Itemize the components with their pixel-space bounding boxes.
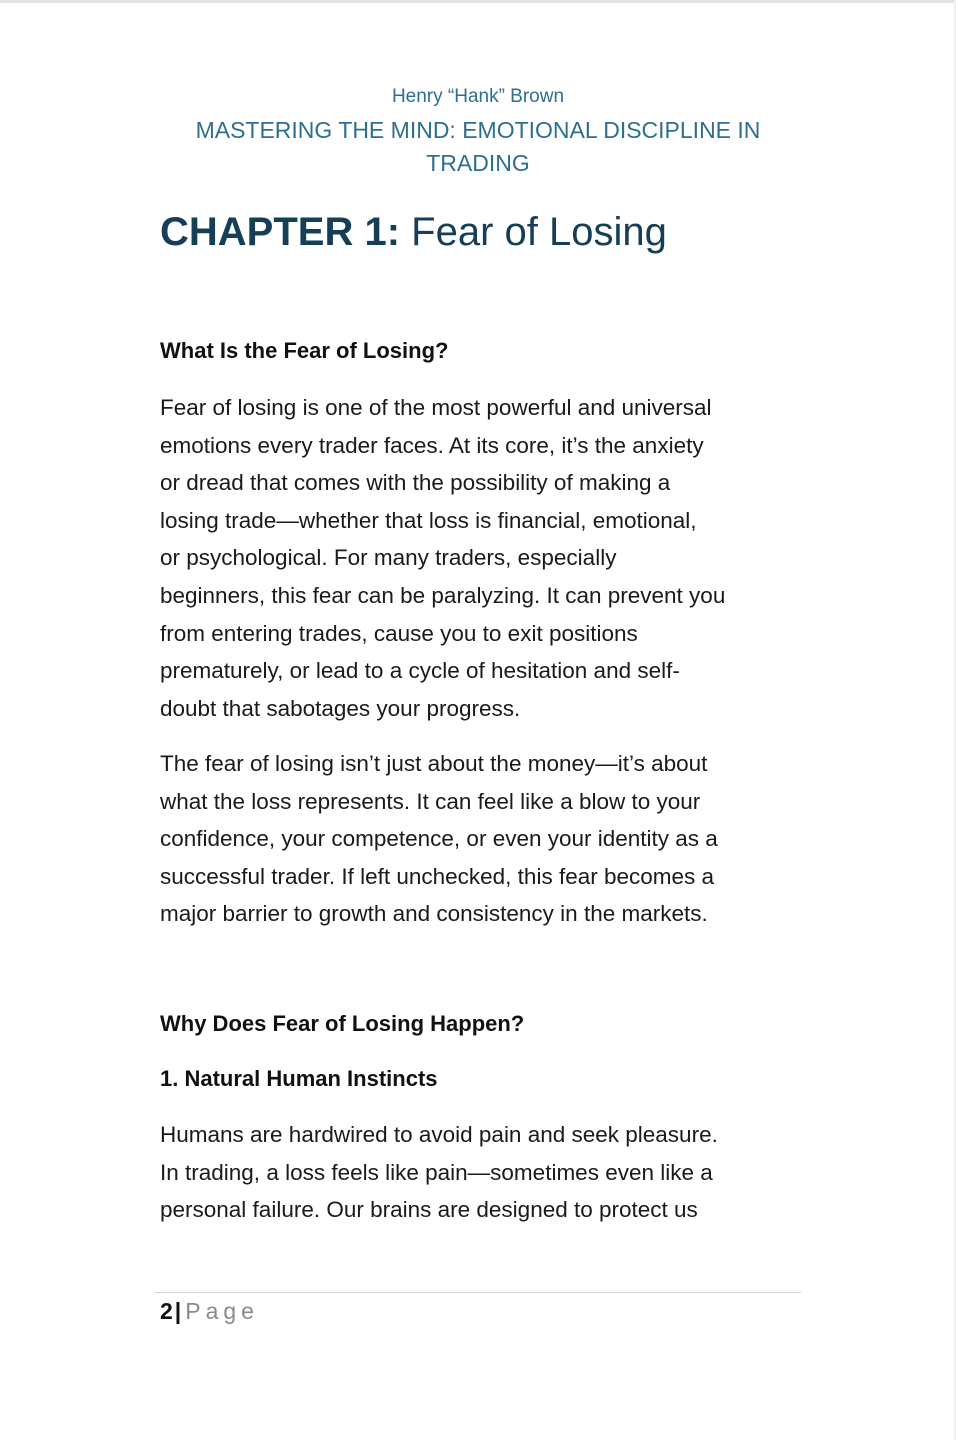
paragraph-2 (160, 745, 820, 933)
chapter-label: CHAPTER 1: (160, 210, 401, 254)
paragraph-line: The fear of losing isn’t just about the money—it’s about (160, 751, 708, 776)
paragraph-line: emotions every trader faces. At its core, it’s the anxiety (160, 432, 704, 458)
paragraph-line: or dread that comes with the possibility of making a (160, 470, 671, 496)
paragraph-line: major barrier to growth and consistency in the markets. (160, 901, 708, 927)
paragraph-line: successful trader. If left unchecked, this fear becomes a (160, 863, 715, 889)
chapter-title: Fear of Losing (411, 210, 667, 254)
book-title-line: MASTERING THE MIND: EMOTIONAL DISCIPLINE IN (195, 117, 761, 143)
subsection-heading: 1. Natural Human Instincts (160, 1066, 438, 1091)
header-book-title (150, 114, 806, 180)
paragraph-3 (160, 1116, 820, 1229)
section-heading: What Is the Fear of Losing? (160, 338, 449, 363)
paragraph-line: Fear of losing is one of the most powerful and universal (160, 395, 712, 420)
book-title-line: TRADING (426, 150, 530, 176)
page-separator: | (174, 1298, 182, 1324)
page-label: Page (185, 1298, 259, 1324)
paragraph-line: In trading, a loss feels like pain—sometimes even like a (160, 1159, 713, 1185)
section-heading: Why Does Fear of Losing Happen? (160, 1011, 525, 1036)
paragraph-line: beginners, this fear can be paralyzing. It can prevent you (160, 582, 726, 608)
paragraph-line: losing trade—whether that loss is financial, emotional, (160, 507, 697, 533)
paragraph-line: confidence, your competence, or even your identity as a (160, 826, 718, 852)
paragraph-line: personal failure. Our brains are designed to protect us (160, 1197, 698, 1223)
paragraph-line: from entering trades, cause you to exit positions (160, 620, 638, 646)
paragraph-line: or psychological. For many traders, especially (160, 545, 617, 571)
paragraph-1 (160, 389, 820, 727)
chapter-heading (160, 210, 667, 255)
paragraph-line: prematurely, or lead to a cycle of hesitation and self- (160, 658, 680, 684)
page-number-footer (160, 1298, 259, 1325)
paragraph-line: what the loss represents. It can feel like a blow to your (160, 788, 701, 814)
paragraph-line: Humans are hardwired to avoid pain and seek pleasure. (160, 1122, 718, 1147)
header-author: Henry “Hank” Brown (391, 86, 565, 107)
footer-divider (155, 1292, 801, 1293)
paragraph-line: doubt that sabotages your progress. (160, 695, 521, 721)
page-number: 2 (160, 1298, 173, 1324)
window-top-border (0, 0, 956, 3)
